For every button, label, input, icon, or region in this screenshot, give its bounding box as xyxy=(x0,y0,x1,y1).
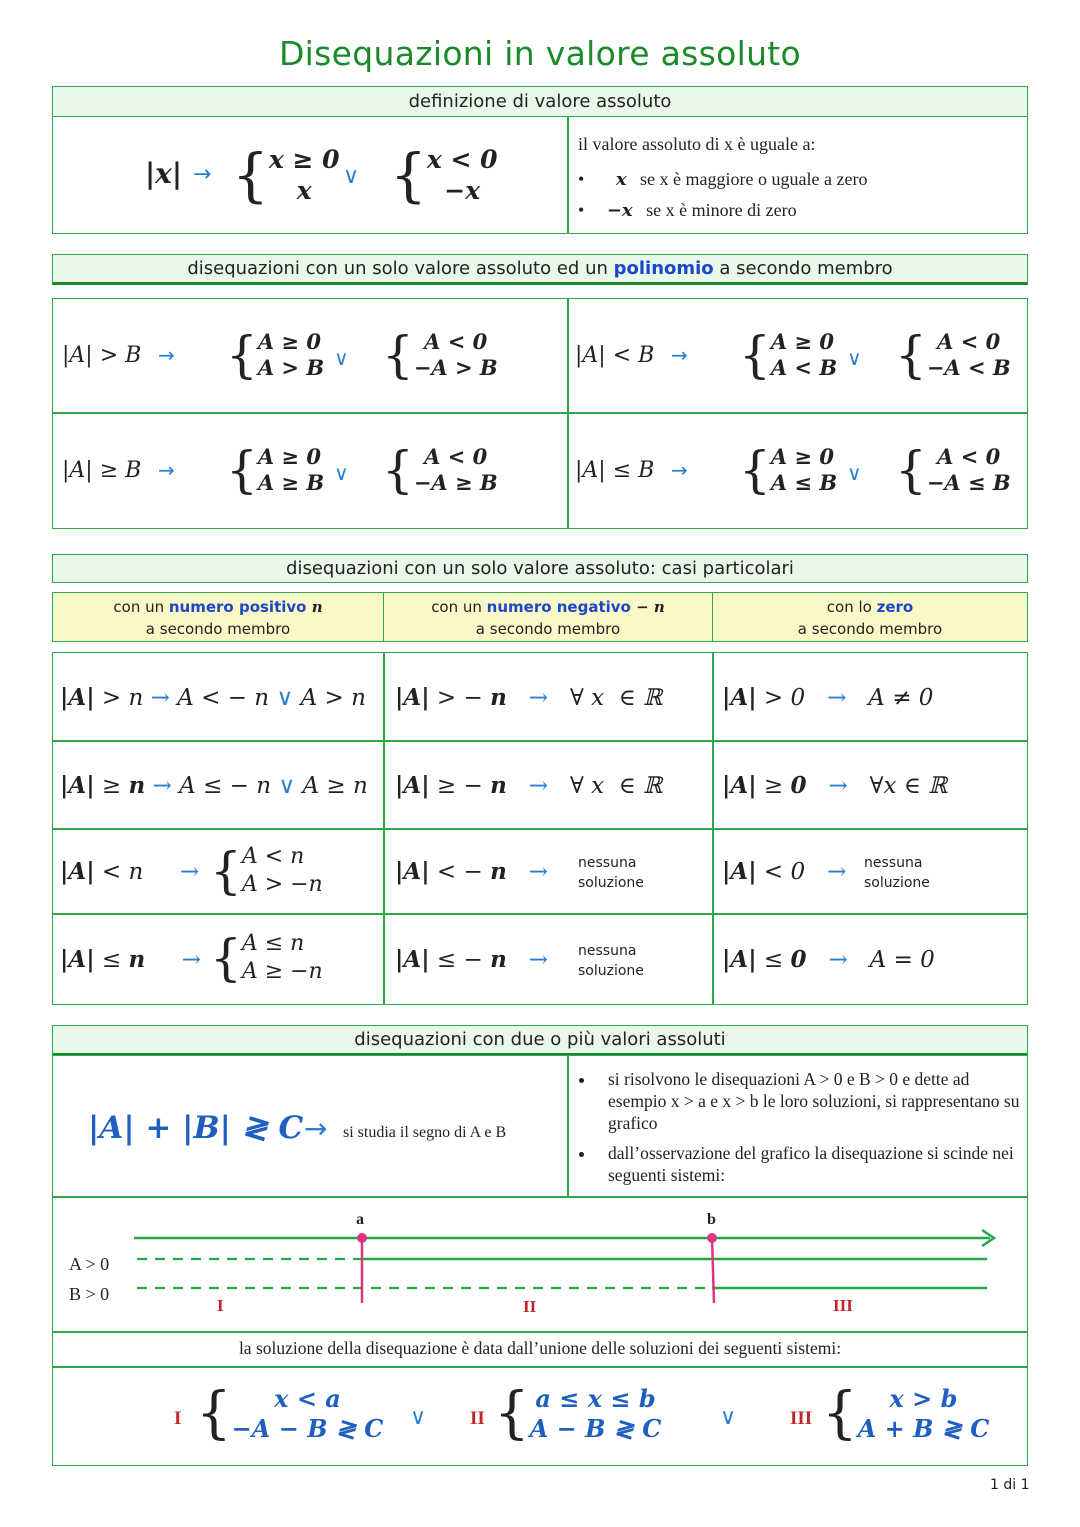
sys-line: −A − B ≷ C xyxy=(231,1414,384,1443)
system-label-2: II xyxy=(470,1408,485,1429)
sys-line: A < n xyxy=(241,844,305,869)
formula-note: si studia il segno di A e B xyxy=(343,1124,507,1141)
sys-line: a ≤ x ≤ b xyxy=(535,1384,656,1413)
system-label-1: I xyxy=(174,1408,182,1429)
interval-1: I xyxy=(217,1296,224,1315)
label-b: b xyxy=(707,1211,716,1228)
column-positive: con un numero positivo n a secondo membro xyxy=(52,592,384,642)
definition-intro: il valore assoluto di x è uguale a: xyxy=(578,134,816,154)
sys-line: A + B ≷ C xyxy=(857,1414,990,1443)
column-negative: con un numero negativo − n a secondo membro xyxy=(383,592,713,642)
divider xyxy=(52,913,1028,915)
sys-line: A ≤ n xyxy=(241,931,305,956)
list-item: • dall’osservazione del grafico la disequazione si scinde nei seguenti sistemi: xyxy=(596,1142,1023,1186)
special-cell: |A| ≥ 0 → ∀x ∈ ℝ xyxy=(722,772,948,799)
sys-line: A − B ≷ C xyxy=(529,1414,662,1443)
page-title: Disequazioni in valore assoluto xyxy=(278,34,802,73)
interval-3: III xyxy=(833,1296,853,1315)
multi-header: disequazioni con due o più valori assoluti xyxy=(52,1025,1028,1056)
row-label-b: B > 0 xyxy=(69,1284,110,1304)
arrow-icon: → xyxy=(193,162,212,187)
special-cell: |A| < n → xyxy=(60,858,200,885)
single-lhs: |A| ≥ B xyxy=(62,458,142,483)
or-icon: ∨ xyxy=(334,461,349,485)
special-cell: |A| ≥ − n → ∀ x ∈ ℝ xyxy=(395,772,663,799)
multi-notes xyxy=(578,1068,1023,1194)
single-system-2: { A < 0 −A > B xyxy=(382,326,498,385)
definition-header: definizione di valore assoluto xyxy=(52,86,1028,117)
no-solution-text: nessuna soluzione xyxy=(864,855,930,891)
marker-b xyxy=(712,1238,714,1303)
special-cell: |A| < 0 → xyxy=(722,858,847,885)
or-icon: ∨ xyxy=(343,164,360,189)
multi-formula: |A| + |B| ≷ C xyxy=(88,1110,304,1146)
sys-line: −x xyxy=(444,176,481,206)
or-icon: ∨ xyxy=(847,346,862,370)
or-icon: ∨ xyxy=(847,461,862,485)
single-system-1: { A ≥ 0 A > B xyxy=(226,326,325,385)
or-icon: ∨ xyxy=(720,1405,737,1430)
no-solution-text: nessuna soluzione xyxy=(578,943,644,979)
divider xyxy=(567,298,569,529)
sign-graph xyxy=(52,1197,1028,1331)
column-zero: con lo zero a secondo membro xyxy=(712,592,1028,642)
point-b xyxy=(707,1233,717,1243)
final-system-3: { x > b A + B ≷ C xyxy=(822,1381,990,1446)
special-cell: |A| ≤ 0 → A = 0 xyxy=(722,946,935,973)
arrow-icon: → xyxy=(304,1112,328,1145)
single-header: disequazioni con un solo valore assoluto ed un polinomio a secondo membro xyxy=(52,254,1028,285)
special-cell: |A| ≥ n → A ≤ − n ∨ A ≥ n xyxy=(60,772,368,799)
label-a: a xyxy=(356,1211,364,1228)
single-system-2: { A < 0 −A ≤ B xyxy=(895,441,1011,500)
divider xyxy=(52,828,1028,830)
arrow-icon: → xyxy=(158,458,175,482)
arrow-icon: → xyxy=(671,343,688,367)
row-label-a: A > 0 xyxy=(69,1254,110,1274)
or-icon: ∨ xyxy=(410,1405,427,1430)
single-system-1: { A ≥ 0 A ≥ B xyxy=(226,441,325,500)
single-lhs: |A| ≤ B xyxy=(575,458,655,483)
divider xyxy=(52,740,1028,742)
interval-2: II xyxy=(523,1297,537,1316)
list-item: • si risolvono le disequazioni A > 0 e B > 0 e dette ad esempio x > a e x > b le loro soluzioni, si rappresentano su grafico xyxy=(596,1068,1023,1134)
single-system-1: { A ≥ 0 A < B xyxy=(739,326,838,385)
special-cell: |A| > − n → ∀ x ∈ ℝ xyxy=(395,684,663,711)
page-number: 1 di 1 xyxy=(990,1477,1030,1493)
sys-line: x < 0 xyxy=(426,145,498,174)
single-system-2: { A < 0 −A < B xyxy=(895,326,1011,385)
divider xyxy=(52,1331,1028,1333)
final-system-1: { x < a −A − B ≷ C xyxy=(196,1381,384,1446)
definition-list xyxy=(578,164,867,226)
sys-line: x ≥ 0 xyxy=(268,145,340,174)
single-system-1: { A ≥ 0 A ≤ B xyxy=(739,441,838,500)
list-item: • −x se x è minore di zero xyxy=(578,200,797,221)
arrow-icon: → xyxy=(671,458,688,482)
single-lhs: |A| > B xyxy=(62,343,142,368)
no-solution-text: nessuna soluzione xyxy=(578,855,644,891)
sys-line: x > b xyxy=(889,1384,958,1413)
special-header: disequazioni con un solo valore assoluto: casi particolari xyxy=(52,554,1028,583)
sys-line: x xyxy=(296,176,312,206)
single-lhs: |A| < B xyxy=(575,343,655,368)
sys-line: A > −n xyxy=(241,871,323,897)
divider xyxy=(52,412,1028,414)
definition-system-1: { x ≥ 0 x xyxy=(232,141,340,210)
special-cell: |A| ≤ − n → xyxy=(395,946,549,973)
special-cell: |A| ≤ n → xyxy=(60,946,202,973)
definition-system-2: { x < 0 −x xyxy=(390,141,498,210)
or-icon: ∨ xyxy=(334,346,349,370)
divider xyxy=(567,1055,569,1197)
arrow-icon: → xyxy=(158,343,175,367)
point-a xyxy=(357,1233,367,1243)
union-text: la soluzione della disequazione è data dall’unione delle soluzioni dei seguenti sistemi: xyxy=(238,1338,842,1358)
system-le: { A ≤ n A ≥ −n xyxy=(210,928,323,987)
final-system-2: { a ≤ x ≤ b A − B ≷ C xyxy=(494,1381,662,1446)
system-label-3: III xyxy=(790,1408,813,1429)
special-cell: |A| > 0 → A ≠ 0 xyxy=(722,684,934,711)
sys-line: x < a xyxy=(274,1384,341,1413)
list-item: • x se x è maggiore o uguale a zero xyxy=(578,169,868,190)
special-cell: |A| > n → A < − n ∨ A > n xyxy=(60,684,366,711)
sys-line: A ≥ −n xyxy=(241,958,323,984)
divider xyxy=(567,116,569,234)
divider xyxy=(52,1366,1028,1368)
abs-x: |x| xyxy=(145,157,183,190)
single-grid xyxy=(52,298,1028,529)
system-lt: { A < n A > −n xyxy=(210,841,323,900)
special-cell: |A| < − n → xyxy=(395,858,549,885)
single-system-2: { A < 0 −A ≥ B xyxy=(382,441,498,500)
